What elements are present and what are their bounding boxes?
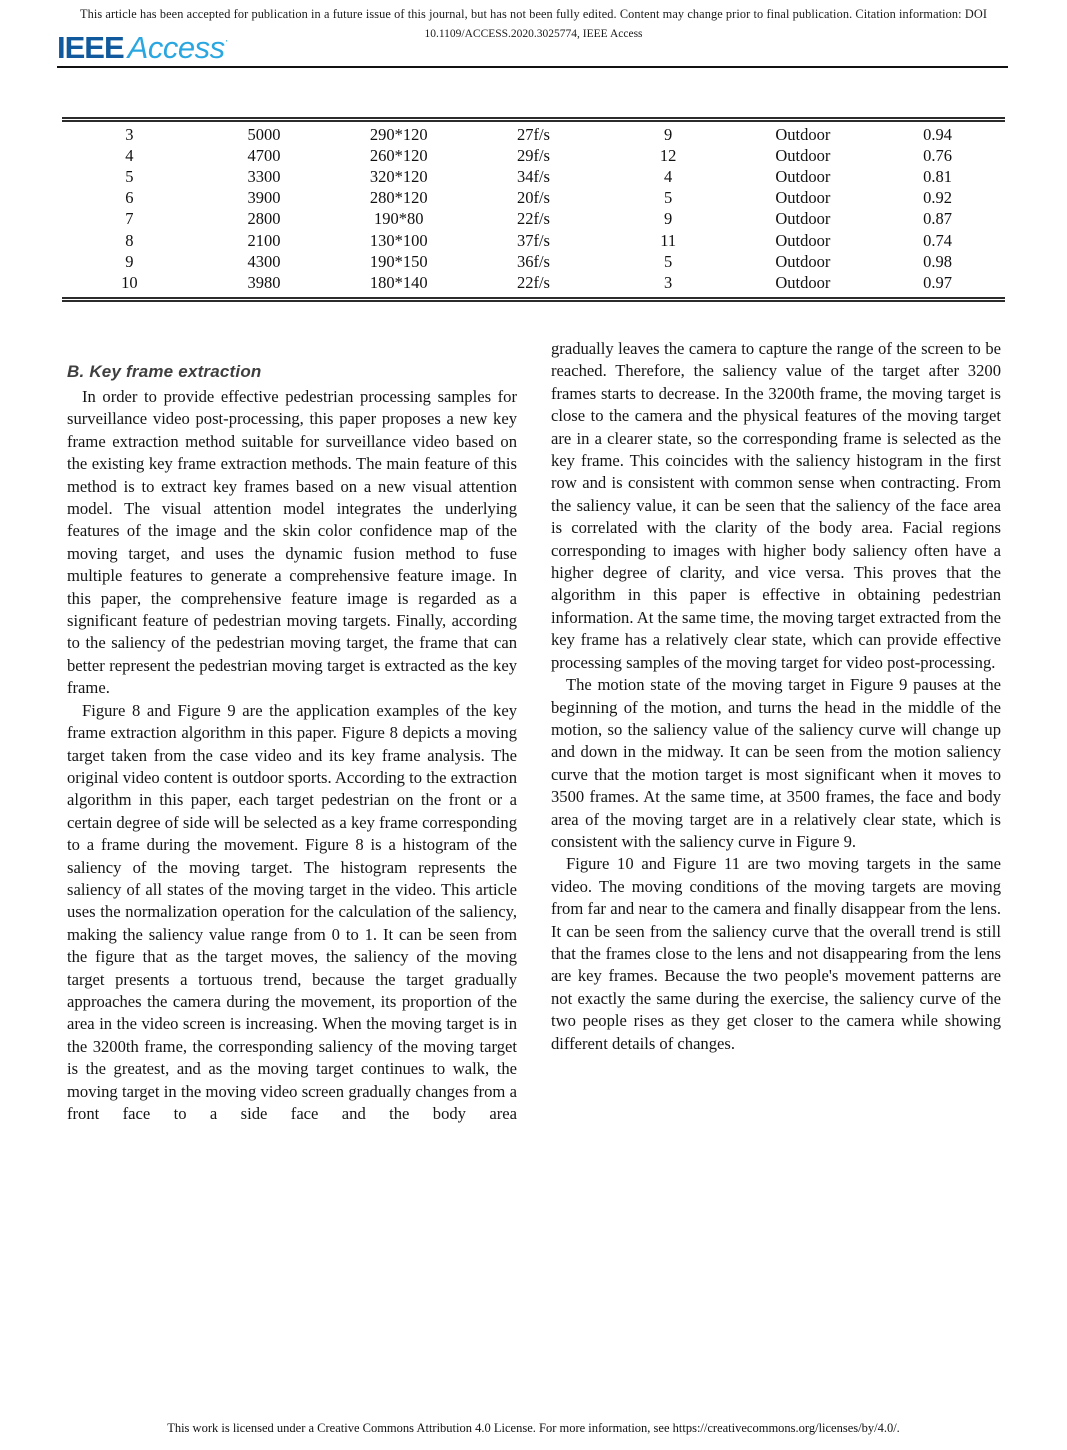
- table-cell: 180*140: [369, 272, 428, 292]
- table-cell: 130*100: [369, 230, 428, 250]
- table-cell: 27f/s: [516, 124, 550, 144]
- table-cell: 12: [659, 145, 677, 165]
- table-row: [62, 272, 1005, 293]
- doi-citation-line: 10.1109/ACCESS.2020.3025774, IEEE Access: [424, 28, 643, 40]
- table-row: [62, 230, 1005, 251]
- table-cell: Outdoor: [775, 251, 831, 271]
- table-cell: 20f/s: [516, 188, 550, 208]
- table-cell: 280*120: [369, 188, 428, 208]
- table-cell: 320*120: [369, 166, 428, 186]
- acceptance-note-line1: This article has been accepted for publication in a future issue of this journal, but has not been fully edited. Content may change prior to final publication. Citation information: DOI: [79, 7, 988, 21]
- right-column-paragraphs: [551, 338, 1001, 1055]
- table-cell: 4: [125, 145, 134, 165]
- table-cell: 0.97: [923, 272, 953, 292]
- table-cell: 0.87: [923, 209, 953, 229]
- table-row: [62, 251, 1005, 272]
- table-cell: 5000: [247, 124, 281, 144]
- table-cell: Outdoor: [775, 209, 831, 229]
- table-row: [62, 145, 1005, 166]
- table-cell: 8: [125, 230, 134, 250]
- table-cell: 2100: [247, 230, 281, 250]
- table-cell: 3300: [247, 166, 281, 186]
- left-column-paragraphs: [67, 386, 517, 1125]
- table-cell: 3900: [247, 188, 281, 208]
- table-cell: 0.92: [923, 188, 953, 208]
- table-cell: Outdoor: [775, 166, 831, 186]
- table-cell: 0.76: [923, 145, 953, 165]
- table-cell: 37f/s: [516, 230, 550, 250]
- table-cell: 190*150: [369, 251, 428, 271]
- body-paragraph: In order to provide effective pedestrian processing samples for surveillance video post-processing, this paper proposes a new key frame extraction method suitable for surveillance video based on the existing key frame extraction methods. The main feature of this method is to extract key frames based on a new visual attention model. The visual attention model integrates the underlying features of the image and the skin color confidence map of the moving target, and uses the dynamic fusion method to fuse multiple features to generate a comprehensive feature image. In this paper, the comprehensive feature image is regarded as a significant feature of pedestrian moving targets. Finally, according to the saliency of the pedestrian moving target, the frame that can better represent the pedestrian moving target is extracted as the key frame.: [67, 387, 517, 698]
- logo-trademark-mark: ·: [224, 33, 229, 47]
- video-dataset-table: [62, 124, 1005, 294]
- body-paragraph: The motion state of the moving target in Figure 9 pauses at the beginning of the motion, and turns the head in the middle of the motion, so the saliency value of the saliency curve will change up and down in the midway. It can be seen from the motion saliency curve that the motion target is most significant when it moves to 3500 frames. At the same time, at 3500 frames, the face and body area of the moving target are in a relatively clear state, which is consistent with the saliency curve in Figure 9.: [551, 675, 1001, 851]
- access-logo-text: Access: [127, 30, 225, 65]
- table-cell: 0.94: [923, 124, 953, 144]
- body-paragraph: Figure 8 and Figure 9 are the application examples of the key frame extraction algorithm in this paper. Figure 8 depicts a moving target taken from the case video and its key frame analysis. The original video content is outdoor sports. According to the extraction algorithm in this paper, each target pedestrian on the front or a certain degree of side will be selected as a key frame corresponding to a frame during the movement. Figure 8 is a histogram of the saliency of the moving target. The histogram represents the saliency of all states of the moving target in the video. This article uses the normalization operation for the calculation of the saliency, making the saliency value range from 0 to 1. It can be seen from the figure that as the target moves, the saliency of the moving target presents a tortuous trend, because the target gradually approaches the camera during the movement, its proportion of the area in the video screen is increasing. When the moving target is in the 3200th frame, the corresponding saliency of the moving target is the greatest, and as the moving target continues to walk, the moving target in the moving video screen gradually changes from a front face to a side face and the body area: [67, 700, 517, 1123]
- table-cell: 0.98: [923, 251, 953, 271]
- left-column: [67, 338, 517, 1125]
- table-cell: 5: [664, 251, 673, 271]
- table-cell: 5: [664, 188, 673, 208]
- table-cell: 9: [664, 209, 673, 229]
- ieee-access-logo: [57, 30, 229, 66]
- table-cell: 6: [125, 188, 134, 208]
- table-cell: Outdoor: [775, 188, 831, 208]
- table-cell: 0.74: [923, 230, 953, 250]
- table-cell: 4700: [247, 145, 281, 165]
- table-cell: 4: [664, 166, 673, 186]
- table-cell: 7: [125, 209, 134, 229]
- table-cell: 2800: [247, 209, 281, 229]
- table-cell: Outdoor: [775, 124, 831, 144]
- table-cell: Outdoor: [775, 272, 831, 292]
- section-heading: B. Key frame extraction: [67, 362, 262, 381]
- table-cell: 3: [125, 124, 134, 144]
- right-column: [551, 338, 1001, 1125]
- table-cell: 34f/s: [516, 166, 550, 186]
- table-cell: 5: [125, 166, 134, 186]
- table-cell: 290*120: [369, 124, 428, 144]
- table-row: [62, 188, 1005, 209]
- table-cell: Outdoor: [775, 230, 831, 250]
- two-column-body: [67, 338, 1001, 1125]
- video-dataset-table-body: [62, 124, 1005, 294]
- table-cell: 22f/s: [516, 209, 550, 229]
- table-cell: 11: [660, 230, 677, 250]
- table-cell: 190*80: [374, 209, 424, 229]
- body-paragraph: Figure 10 and Figure 11 are two moving targets in the same video. The moving conditions of the moving targets are moving from far and near to the camera and finally disappear from the lens. It can be seen from the saliency curve that the overall trend is still that the frames close to the lens and not disappearing from the lens are key frames. Because the two people's movement patterns are not exactly the same during the exercise, the saliency curve of the two people rises as they get closer to the camera while showing different details of changes.: [551, 854, 1001, 1053]
- body-paragraph: gradually leaves the camera to capture the range of the screen to be reached. Therefore, the saliency value of the target after 3200 frames starts to decrease. In the 3200th frame, the moving target is close to the camera and the physical features of the moving target are in a clearer state, so the corresponding frame is selected as the key frame. This coincides with the saliency histogram in the first row and is consistent with common sense when contracting. From the saliency value, it can be seen that the saliency of the face area is correlated with the clarity of the body area. Facial regions corresponding to images with higher body saliency often have a higher degree of clarity, and vice versa. This proves that the algorithm in this paper is effective in obtaining pedestrian information. At the same time, the moving target extracted from the key frame has a relatively clear state, which can provide effective processing samples of the moving target for video post-processing.: [551, 339, 1001, 672]
- table-row: [62, 209, 1005, 230]
- table-cell: 22f/s: [516, 272, 550, 292]
- table-cell: 29f/s: [516, 145, 550, 165]
- table-cell: 9: [125, 251, 134, 271]
- ieee-logo-text: IEEE: [57, 30, 124, 65]
- table-cell: 4300: [247, 251, 281, 271]
- table-cell: 10: [121, 272, 138, 292]
- table-row: [62, 166, 1005, 187]
- header-divider: [57, 66, 1008, 68]
- table-cell: Outdoor: [775, 145, 831, 165]
- license-note: This work is licensed under a Creative Commons Attribution 4.0 License. For more information, see https://creativecommons.org/licenses/by/4.0/.: [167, 1421, 900, 1435]
- table-cell: 3: [664, 272, 673, 292]
- video-dataset-table-wrap: [62, 117, 1005, 302]
- table-cell: 260*120: [369, 145, 428, 165]
- table-row: [62, 124, 1005, 145]
- table-cell: 3980: [247, 272, 281, 292]
- table-cell: 36f/s: [516, 251, 550, 271]
- table-cell: 0.81: [923, 166, 953, 186]
- table-cell: 9: [664, 124, 673, 144]
